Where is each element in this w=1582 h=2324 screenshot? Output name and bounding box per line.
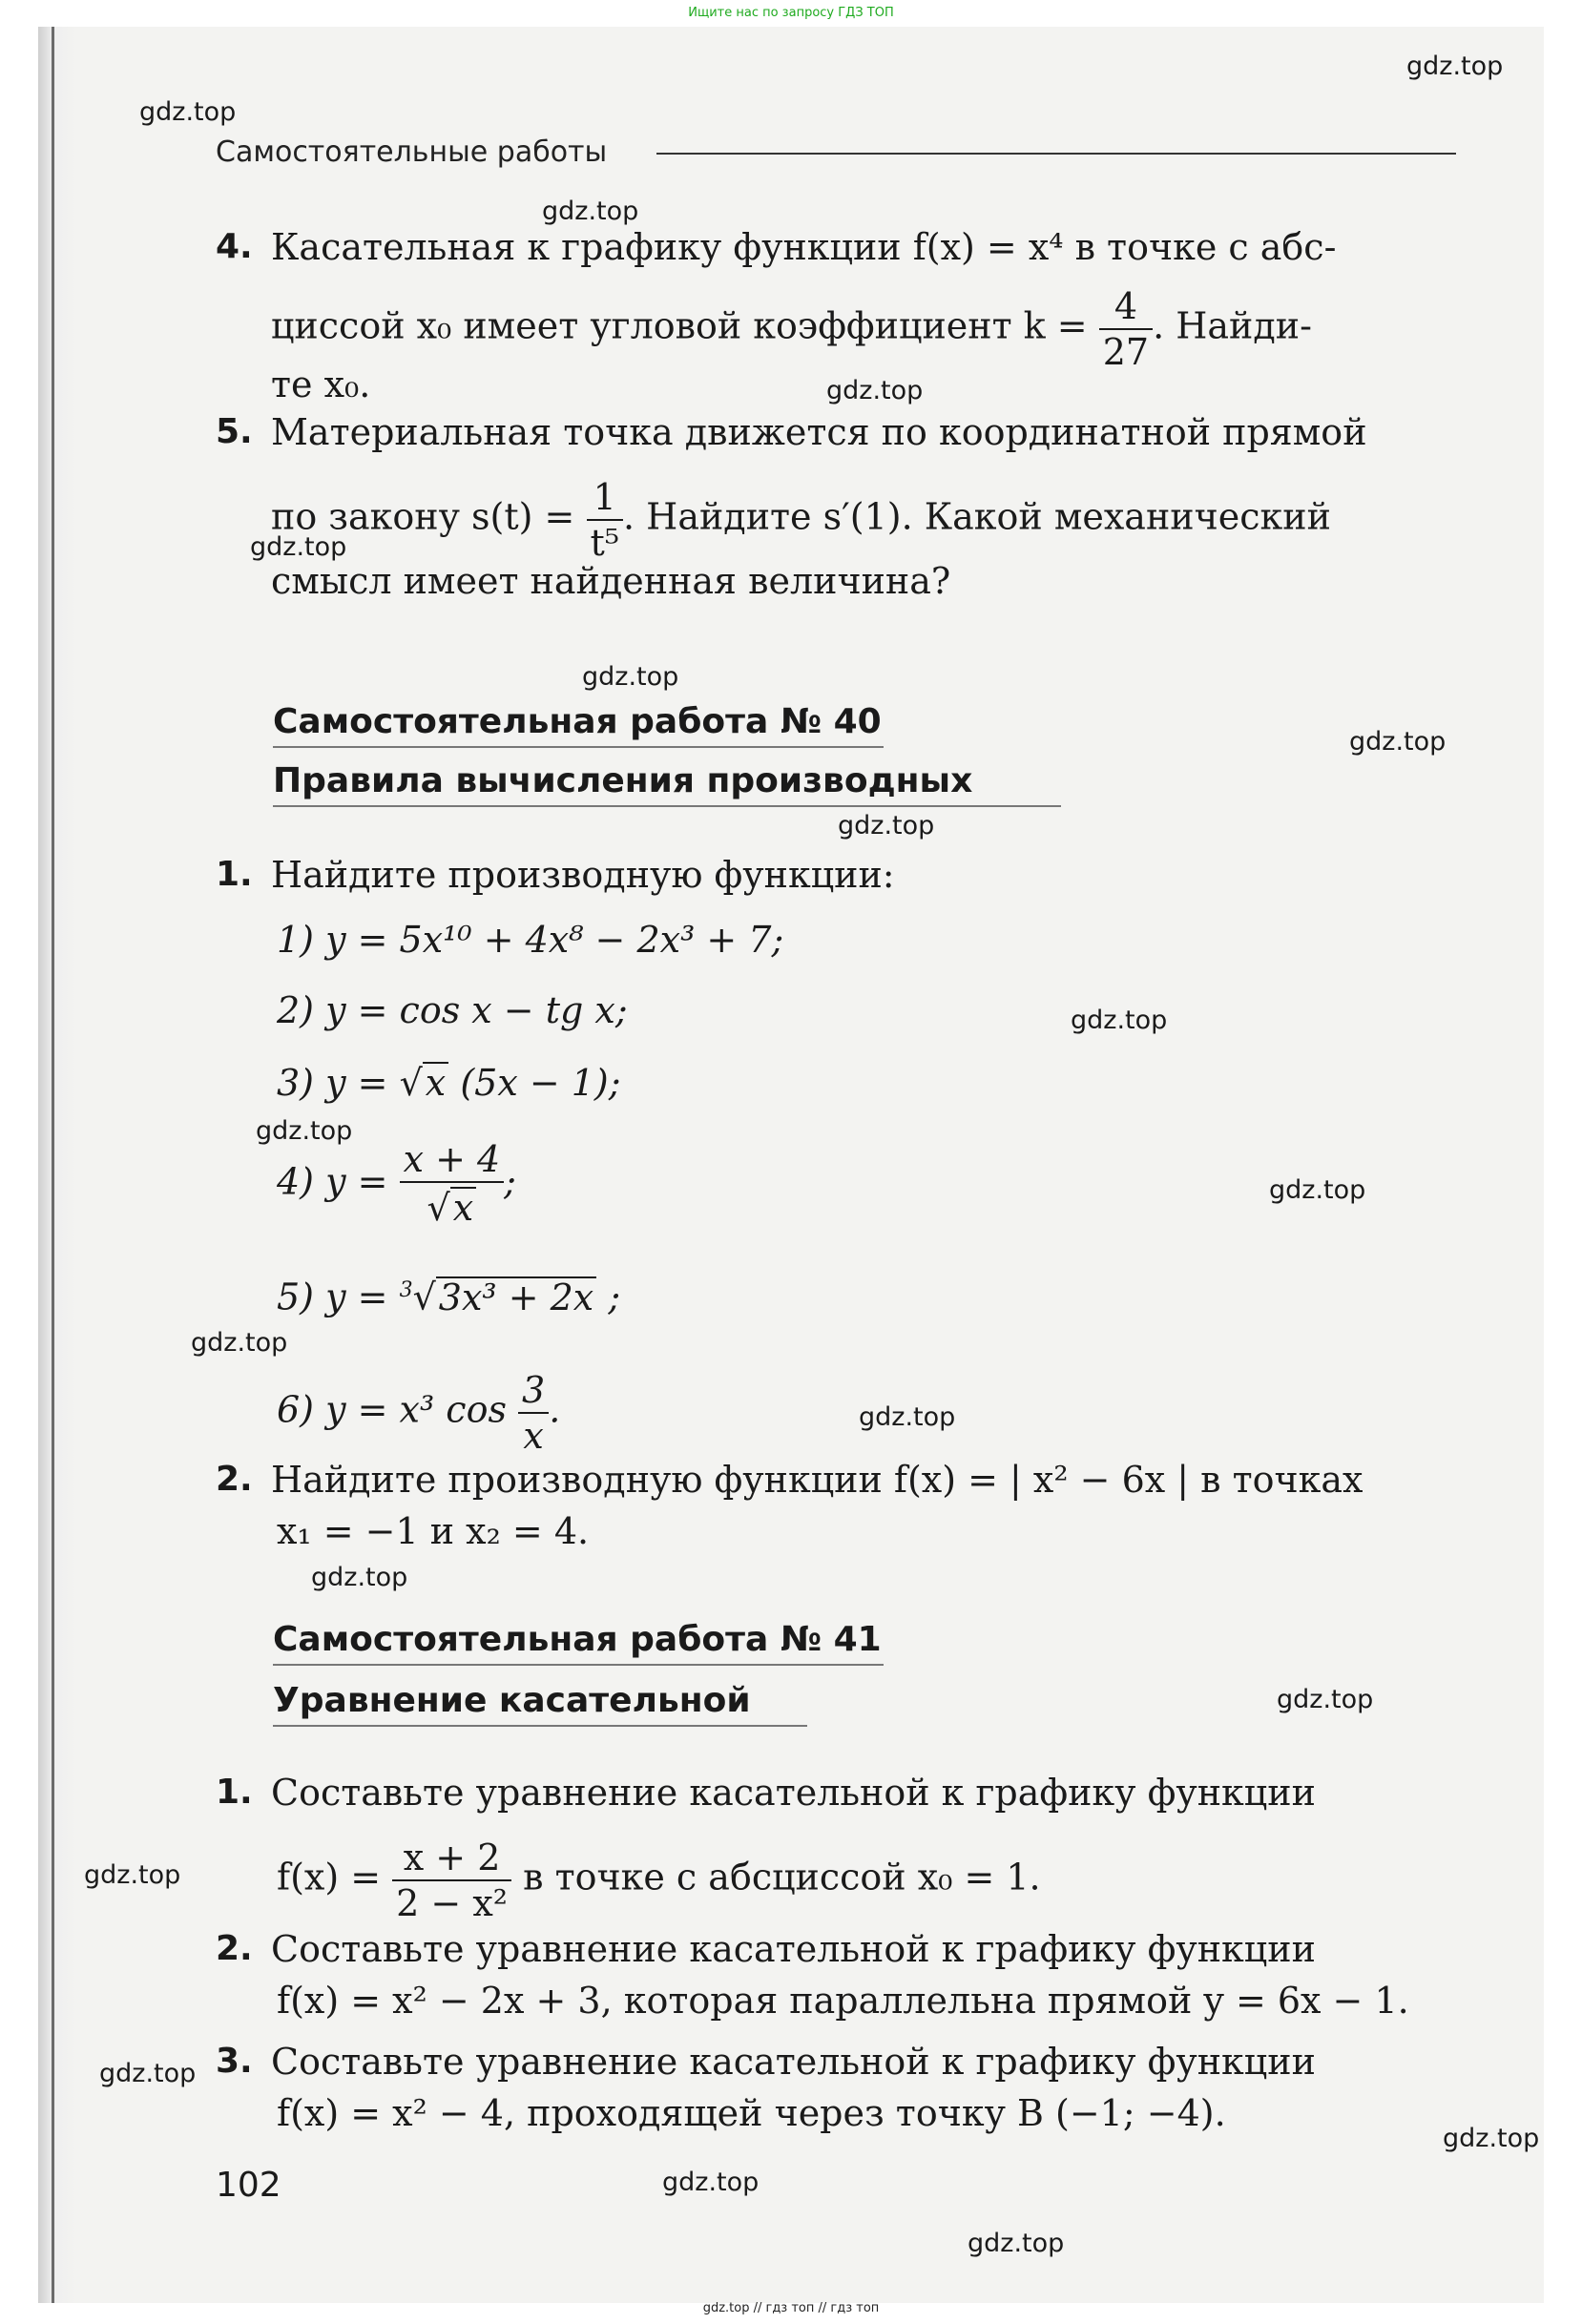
problem-4-line-1: Касательная к графику функции f(x) = x⁴ в точке с абс- xyxy=(271,226,1337,268)
watermark: gdz.top xyxy=(859,1402,956,1432)
watermark: gdz.top xyxy=(256,1116,353,1146)
sec40-problem-1-number: 1. xyxy=(216,855,253,894)
item-5-root-index: 3 xyxy=(399,1278,413,1302)
section-40-subtitle-rule xyxy=(273,805,1061,807)
watermark: gdz.top xyxy=(84,1860,181,1890)
item-3-end: (5x − 1); xyxy=(460,1062,621,1104)
book-spine xyxy=(38,27,76,2303)
sqrt-icon: √ xyxy=(427,1187,450,1229)
sec41-p1-start: f(x) = xyxy=(277,1856,382,1899)
problem-5-line-2-start: по закону s(t) = xyxy=(271,495,575,538)
section-41-subtitle-rule xyxy=(273,1725,807,1727)
item-6-numerator: 3 xyxy=(518,1372,549,1414)
sec41-problem-2-number: 2. xyxy=(216,1929,253,1968)
watermark: gdz.top xyxy=(1269,1175,1366,1205)
s-fraction xyxy=(587,476,624,564)
watermark: gdz.top xyxy=(582,662,679,692)
section-40-title: Самостоятельная работа № 40 xyxy=(273,702,882,741)
header-rule xyxy=(656,153,1456,155)
sqrt-icon: √ xyxy=(412,1276,436,1318)
sec40-problem-2-line-1: Найдите производную функции f(x) = | x² − 6x | в точках xyxy=(271,1459,1363,1501)
watermark: gdz.top xyxy=(1349,727,1447,757)
item-5-radicand: 3x³ + 2x xyxy=(436,1276,596,1318)
k-fraction xyxy=(1099,285,1153,373)
sec41-problem-3-line-1: Составьте уравнение касательной к графику функции xyxy=(271,2041,1316,2083)
item-5-start: 5) y = xyxy=(277,1276,388,1318)
section-40-title-rule xyxy=(273,746,884,748)
footer-note: gdz.top // гдз топ // гдз топ xyxy=(702,2301,880,2315)
sec41-problem-2-line-1: Составьте уравнение касательной к графику функции xyxy=(271,1928,1316,1970)
problem-4-line-2 xyxy=(271,285,1312,373)
watermark: gdz.top xyxy=(826,376,924,405)
item-4-radicand: x xyxy=(450,1187,476,1229)
sec41-problem-1-number: 1. xyxy=(216,1773,253,1812)
k-numerator: 4 xyxy=(1099,288,1153,330)
problem-4-line-2-end: . Найди- xyxy=(1153,304,1312,347)
top-note: Ищите нас по запросу ГДЗ ТОП xyxy=(688,6,894,20)
problem-4-number: 4. xyxy=(216,227,253,266)
s-numerator: 1 xyxy=(587,479,624,521)
sec40-problem-2-number: 2. xyxy=(216,1460,253,1499)
problem-4-line-2-start: циссой x₀ имеет угловой коэффициент k = xyxy=(271,304,1088,347)
watermark: gdz.top xyxy=(1443,2124,1540,2153)
problem-5-line-1: Материальная точка движется по координатной прямой xyxy=(271,411,1367,453)
watermark: gdz.top xyxy=(542,197,639,226)
item-5-end: ; xyxy=(608,1276,621,1318)
watermark: gdz.top xyxy=(99,2059,197,2088)
item-4-fraction xyxy=(400,1138,505,1229)
page-number: 102 xyxy=(216,2166,281,2205)
derivative-item-2: 2) y = cos x − tg x; xyxy=(277,989,628,1031)
watermark: gdz.top xyxy=(250,532,347,562)
sec41-p1-fraction xyxy=(392,1836,511,1924)
sec41-problem-1-line-2 xyxy=(277,1836,1041,1924)
problem-5-line-3: смысл имеет найденная величина? xyxy=(271,560,951,602)
k-denominator: 27 xyxy=(1102,331,1150,373)
derivative-item-5 xyxy=(277,1269,620,1319)
item-4-denominator xyxy=(400,1183,505,1229)
problem-5-line-2-end: . Найдите s′(1). Какой механический xyxy=(623,495,1331,538)
sec41-p1-end: в точке с абсциссой x₀ = 1. xyxy=(523,1856,1041,1899)
watermark: gdz.top xyxy=(311,1563,408,1592)
sec41-p1-numerator: x + 2 xyxy=(392,1839,511,1881)
watermark: gdz.top xyxy=(838,811,935,840)
item-4-start: 4) y = xyxy=(277,1160,388,1203)
derivative-item-3 xyxy=(277,1061,621,1105)
item-6-start: 6) y = x³ cos xyxy=(277,1388,507,1431)
derivative-item-1: 1) y = 5x¹⁰ + 4x⁸ − 2x³ + 7; xyxy=(277,919,784,961)
derivative-item-4 xyxy=(277,1138,516,1229)
running-header: Самостоятельные работы xyxy=(216,135,608,169)
watermark: gdz.top xyxy=(1277,1685,1374,1714)
problem-5-line-2 xyxy=(271,476,1331,564)
s-denominator: t⁵ xyxy=(590,522,620,564)
item-6-end: . xyxy=(549,1388,561,1431)
sqrt-icon: √ xyxy=(399,1062,423,1104)
section-41-subtitle: Уравнение касательной xyxy=(273,1681,751,1720)
item-3-start: 3) y = xyxy=(277,1062,388,1104)
problem-4-line-3: те x₀. xyxy=(271,363,371,405)
sec41-p1-denominator: 2 − x² xyxy=(396,1882,509,1924)
watermark: gdz.top xyxy=(1406,52,1504,81)
watermark: gdz.top xyxy=(139,97,237,127)
section-40-subtitle: Правила вычисления производных xyxy=(273,761,973,800)
item-3-radicand: x xyxy=(423,1062,448,1104)
section-41-title: Самостоятельная работа № 41 xyxy=(273,1620,882,1659)
item-6-fraction xyxy=(518,1369,549,1457)
derivative-item-6 xyxy=(277,1369,561,1457)
sec40-problem-2-line-2: x₁ = −1 и x₂ = 4. xyxy=(277,1510,590,1552)
section-41-title-rule xyxy=(273,1664,884,1666)
watermark: gdz.top xyxy=(662,2168,760,2197)
watermark: gdz.top xyxy=(1071,1006,1168,1035)
sec41-problem-3-number: 3. xyxy=(216,2042,253,2081)
item-4-numerator: x + 4 xyxy=(400,1141,505,1183)
item-4-end: ; xyxy=(504,1160,516,1203)
item-6-denominator: x xyxy=(523,1415,544,1457)
watermark: gdz.top xyxy=(968,2229,1065,2258)
sec40-problem-1-text: Найдите производную функции: xyxy=(271,854,895,896)
sec41-problem-1-line-1: Составьте уравнение касательной к графику функции xyxy=(271,1772,1316,1814)
watermark: gdz.top xyxy=(191,1328,288,1358)
problem-5-number: 5. xyxy=(216,412,253,451)
sec41-problem-3-line-2: f(x) = x² − 4, проходящей через точку B (−1; −4). xyxy=(277,2092,1226,2134)
sec41-problem-2-line-2: f(x) = x² − 2x + 3, которая параллельна прямой y = 6x − 1. xyxy=(277,1980,1409,2022)
